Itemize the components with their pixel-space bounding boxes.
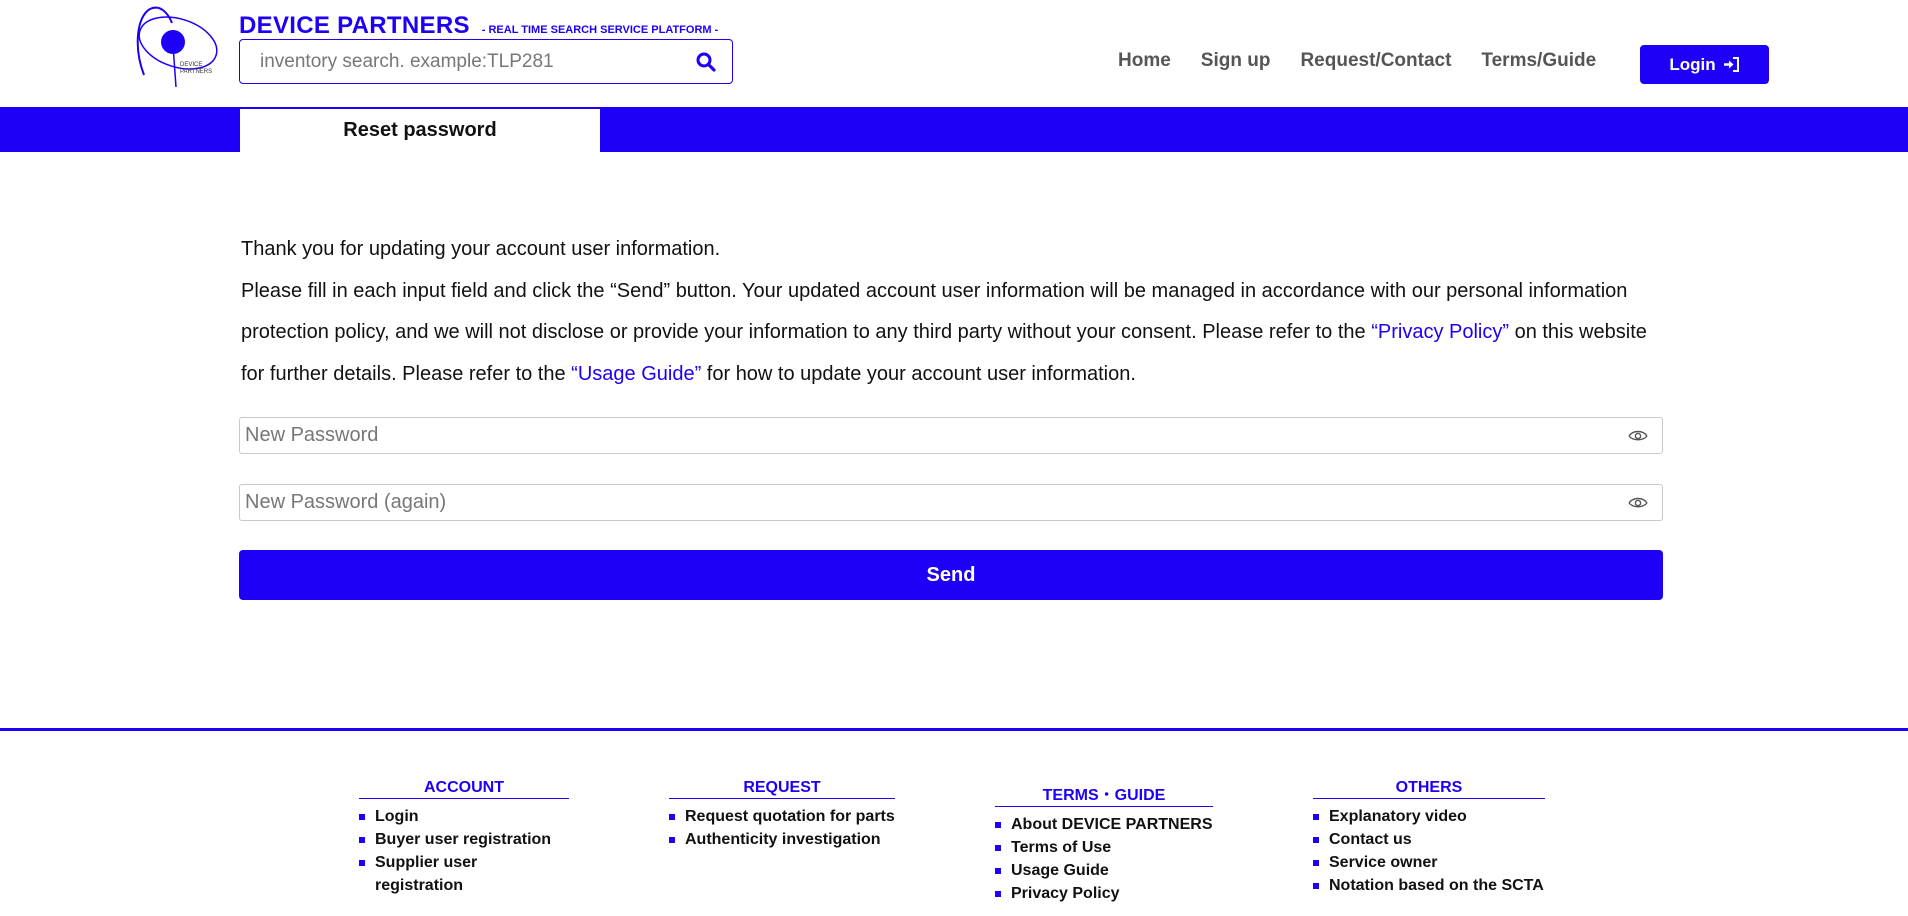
footer-column-title: ACCOUNT (359, 779, 569, 799)
search-input[interactable] (240, 40, 680, 83)
footer-column-title: TERMS・GUIDE (995, 782, 1213, 807)
site-logo[interactable] (132, 5, 228, 89)
footer-link-contact-us[interactable]: Contact us (1313, 828, 1545, 851)
search-bar (239, 39, 733, 84)
nav-request-contact[interactable]: Request/Contact (1300, 50, 1452, 71)
new-password-again-input[interactable] (240, 485, 1614, 520)
footer-link-about[interactable]: About DEVICE PARTNERS (995, 813, 1213, 836)
footer-link-request-quotation[interactable]: Request quotation for parts (669, 805, 895, 828)
footer-link-authenticity-investigation[interactable]: Authenticity investigation (669, 828, 895, 851)
footer-link-usage-guide[interactable]: Usage Guide (995, 859, 1213, 882)
search-button[interactable] (680, 40, 732, 83)
eye-icon (1628, 497, 1648, 509)
nav-home[interactable]: Home (1118, 50, 1171, 71)
footer-link-buyer-registration[interactable]: Buyer user registration (359, 828, 569, 851)
usage-guide-link[interactable]: “Usage Guide” (571, 362, 702, 385)
footer-link-explanatory-video[interactable]: Explanatory video (1313, 805, 1545, 828)
login-button[interactable] (1640, 45, 1769, 84)
nav-terms-guide[interactable]: Terms/Guide (1481, 50, 1597, 71)
intro-text-part: Please fill in each input field and click the “Send” button. Your updated account user information will be managed in accordance with our personal information protection policy, and we will not disclose or provide your information to any third party without your consent. Please refer to the (241, 279, 1628, 343)
show-password-toggle[interactable] (1614, 418, 1662, 453)
brand (239, 12, 718, 40)
nav-sign-up[interactable]: Sign up (1200, 50, 1271, 71)
footer-column-title: REQUEST (669, 779, 895, 799)
footer-column-title: OTHERS (1313, 779, 1545, 799)
footer-column-terms-guide (995, 782, 1213, 905)
logo-text: DEVICE PARTNERS (180, 62, 213, 75)
send-button[interactable]: Send (239, 550, 1663, 600)
search-icon (696, 52, 716, 72)
intro-text-part: for how to update your account user information. (701, 362, 1136, 385)
tab-reset-password[interactable]: Reset password (240, 109, 600, 152)
show-password-again-toggle[interactable] (1614, 485, 1662, 520)
footer-link-login[interactable]: Login (359, 805, 569, 828)
footer-column-others (1313, 779, 1545, 897)
footer-column-request (669, 779, 895, 851)
intro-paragraph (241, 271, 1661, 396)
footer-column-account (359, 779, 569, 897)
footer-link-service-owner[interactable]: Service owner (1313, 851, 1545, 874)
sign-in-icon (1723, 57, 1740, 72)
footer-divider (0, 728, 1908, 731)
privacy-policy-link[interactable]: “Privacy Policy” (1371, 321, 1510, 343)
brand-tagline: - REAL TIME SEARCH SERVICE PLATFORM - (481, 24, 719, 36)
new-password-again-field (239, 484, 1663, 521)
brand-name[interactable]: DEVICE PARTNERS (239, 12, 470, 39)
main-nav (1118, 50, 1626, 72)
intro-line: Thank you for updating your account user information. (241, 238, 721, 260)
intro-text (241, 229, 1661, 395)
footer-link-terms-of-use[interactable]: Terms of Use (995, 836, 1213, 859)
eye-icon (1628, 430, 1648, 442)
intro-text-part: on this website for further details. Please refer to the (241, 321, 1647, 385)
footer-link-privacy-policy[interactable]: Privacy Policy (995, 882, 1213, 905)
login-button-label: Login (1669, 54, 1716, 74)
footer-link-supplier-registration[interactable]: Supplier user registration (359, 851, 569, 897)
new-password-input[interactable] (240, 418, 1614, 453)
new-password-field (239, 417, 1663, 454)
footer-link-scta-notation[interactable]: Notation based on the SCTA (1313, 874, 1545, 897)
